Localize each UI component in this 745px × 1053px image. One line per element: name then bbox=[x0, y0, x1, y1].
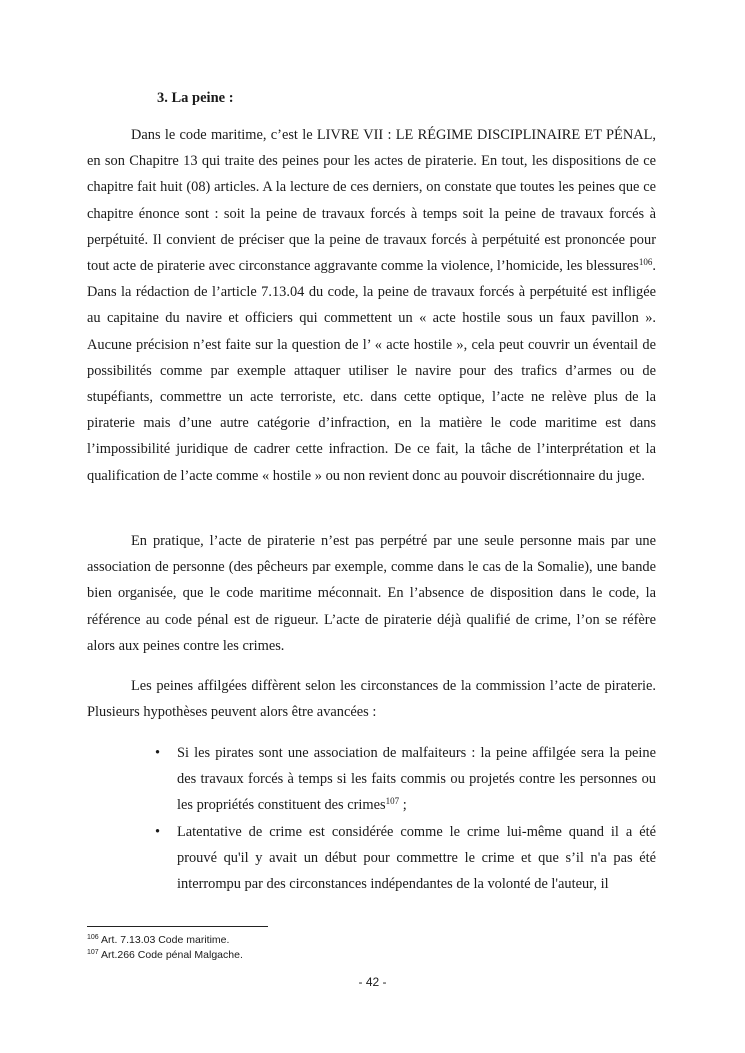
footnote-ref-106: 106 bbox=[638, 257, 653, 268]
footnotes bbox=[87, 933, 243, 963]
section-heading: 3. La peine : bbox=[157, 90, 234, 106]
list-item bbox=[155, 819, 656, 898]
paragraph-1-text-a: Dans le code maritime, c’est le LIVRE VII : LE RÉGIME DISCIPLINAIRE ET PÉNAL, en son Chapitre 13 qui traite des peines pour les actes de piraterie. En tout, les dispositions de ce chapitre fait huit (08) articles. A la lecture de ces derniers, on constate que toutes les peines que ce chapitre énonce sont : soit la peine de travaux forcés à temps soit la peine de travaux forcés à perpétuité. Il convient de préciser que la peine de travaux forcés à perpétuité est prononcée pour tout acte de piraterie avec circonstance aggravante comme la violence, l’homicide, les blessures bbox=[87, 127, 656, 275]
list-item bbox=[155, 740, 656, 819]
footnote-107 bbox=[87, 948, 243, 963]
bullet-1-text: Si les pirates sont une association de malfaiteurs : la peine affilgée sera la peine des travaux forcés à temps si les faits commis ou projetés contre les personnes ou les propriétés constituent des crimes bbox=[177, 745, 656, 814]
footnote-text: Art. 7.13.03 Code maritime. bbox=[98, 934, 230, 946]
footnote-106 bbox=[87, 933, 243, 948]
paragraph-1 bbox=[87, 122, 656, 489]
bullet-2-text: Latentative de crime est considérée comme le crime lui-même quand il a été prouvé qu'il y avait un début pour commettre le crime et que s’il n'a pas été interrompu par des circonstances indépendantes de la volonté de l'auteur, il bbox=[177, 823, 656, 893]
footnote-number: 107 bbox=[87, 949, 99, 956]
bullet-marker: • bbox=[155, 823, 161, 840]
bullet-1-tail: ; bbox=[399, 797, 407, 814]
paragraph-2 bbox=[87, 528, 656, 659]
paragraph-1-text-b: . Dans la rédaction de l’article 7.13.04 du code, la peine de travaux forcés à perpétuité est infligée au capitaine du navire et officiers qui commettent un « acte hostile sous un faux pavillon ». Aucune précision n’est faite sur la question de l’ « acte hostile », cela peut couvrir un éventail de possibilités comme par exemple attaquer utiliser le navire pour des trafics d’armes ou de stupéfiants, commettre un acte terroriste, etc. dans cette optique, l’acte ne relève plus de la piraterie mais d’une autre catégorie d’infraction, en la matière le code maritime est dans l’impossibilité juridique de cadrer cette infraction. De ce fait, la tâche de l’interprétation et la qualification de l’acte comme « hostile » ou non revient donc au pouvoir discrétionnaire du juge. bbox=[87, 258, 656, 484]
footnote-ref-107: 107 bbox=[385, 796, 400, 807]
page-number: - 42 - bbox=[358, 975, 387, 989]
paragraph-3-text: Les peines affilgées diffèrent selon les circonstances de la commission l’acte de piraterie. Plusieurs hypothèses peuvent alors être avancées : bbox=[87, 678, 656, 721]
footnote-text: Art.266 Code pénal Malgache. bbox=[98, 949, 243, 961]
bullet-list bbox=[155, 740, 656, 897]
footnote-number: 106 bbox=[87, 934, 99, 941]
paragraph-3 bbox=[87, 673, 656, 725]
footnote-divider bbox=[87, 926, 268, 927]
bullet-marker: • bbox=[155, 745, 161, 761]
paragraph-2-text: En pratique, l’acte de piraterie n’est pas perpétré par une seule personne mais par une association de personne (des pêcheurs par exemple, comme dans le cas de la Somalie), une bande bien organisée, que le code maritime méconnait. En l’absence de disposition dans le code, la référence au code pénal est de rigueur. L’acte de piraterie déjà qualifié de crime, l’on se réfère alors aux peines contre les crimes. bbox=[87, 533, 656, 654]
